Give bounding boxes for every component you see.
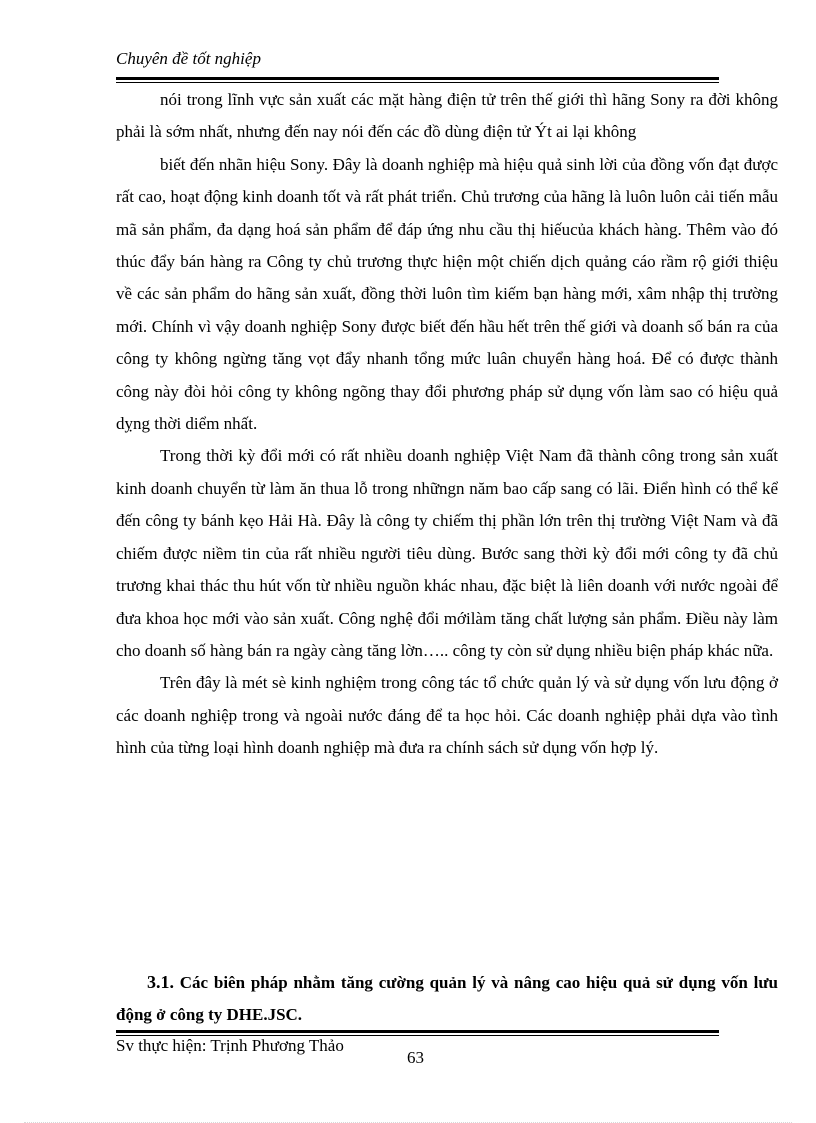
section-title: Các biên pháp nhằm tăng cường quản lý và nâng cao hiệu quả sử dụng vốn lưu động ở công ty DHE.JSC. <box>116 973 779 1024</box>
body-text <box>116 84 778 765</box>
paragraph-hai-ha: Trong thời kỳ đổi mới có rất nhiều doanh nghiệp Việt Nam đã thành công trong sản xuất kinh doanh chuyển từ làm ăn thua lỗ trong nhữngn năm bao cấp sang có lãi. Điển hình có thể kể đến công ty bánh kẹo Hải Hà. Đây là công ty chiếm thị phần lớn trên thị trường Việt Nam và đã chiếm được niềm tin của rất nhiều người tiêu dùng. Bước sang thời kỳ đổi mới công ty đã chủ trương khai thác thu hút vốn từ nhiều nguồn khác nhau, đặc biệt là liên doanh với nước ngoài để đưa khoa học mới vào sản xuất. Công nghệ đổi mớilàm tăng chất lượng sản phẩm. Điều này làm cho doanh số hàng bán ra ngày càng tăng lờn….. công ty còn sử dụng nhiều biện pháp khác nữa. <box>116 446 778 660</box>
page-number: 63 <box>407 1048 424 1067</box>
section-number: 3.1. <box>147 972 174 992</box>
header-rule-thin <box>116 82 719 83</box>
paragraph-summary: Trên đây là mét sè kinh nghiệm trong công tác tổ chức quản lý và sử dụng vốn lưu động ở các doanh nghiệp trong và ngoài nước đáng để ta học hỏi. Các doanh nghiệp phải dựa vào tình hình của từng loại hình doanh nghiệp mà đưa ra chính sách sử dụng vốn hợp lý. <box>116 673 778 758</box>
paragraph-sony-intro: nói trong lĩnh vực sản xuất các mặt hàng điện tử trên thế giới thì hãng Sony ra đời không phải là sớm nhất, nhưng đến nay nói đến các đồ dùng điện tử Ýt ai lại không <box>116 90 778 142</box>
paragraph-sony-strategy: biết đến nhãn hiệu Sony. Đây là doanh nghiệp mà hiệu quả sinh lời của đồng vốn đạt được rất cao, hoạt động kinh doanh tốt và rất phát triển. Chủ trương của hãng là luôn luôn cải tiến mẫu mã sản phẩm, đa dạng hoá sản phẩm để đáp ứng nhu cầu thị hiếucủa khách hàng. Thêm vào đó thúc đẩy bán hàng ra Công ty chủ trương thực hiện một chiến dịch quảng cáo rầm rộ giới thiệu về các sản phẩm do hãng sản xuất, đồng thời luôn tìm kiếm bạn hàng mới, xâm nhập thị trường mới. Chính vì vậy doanh nghiệp Sony được biết đến hầu hết trên thế giới và doanh số bán ra của công ty không ngừng tăng vọt đẩy nhanh tổng mức luân chuyển hàng hoá. Để có được thành công này đòi hỏi công ty không ngõng thay đổi phương pháp sử dụng vốn làm sao có hiệu quả dỵng thời diểm nhất. <box>116 154 778 434</box>
footer-author: Sv thực hiện: Trịnh Phương Thảo <box>116 1036 344 1055</box>
header-rule-thick <box>116 77 719 80</box>
page-header-title: Chuyên đề tốt nghiệp <box>116 49 261 68</box>
section-heading <box>116 966 778 1031</box>
footer-rule-thick <box>116 1030 719 1033</box>
